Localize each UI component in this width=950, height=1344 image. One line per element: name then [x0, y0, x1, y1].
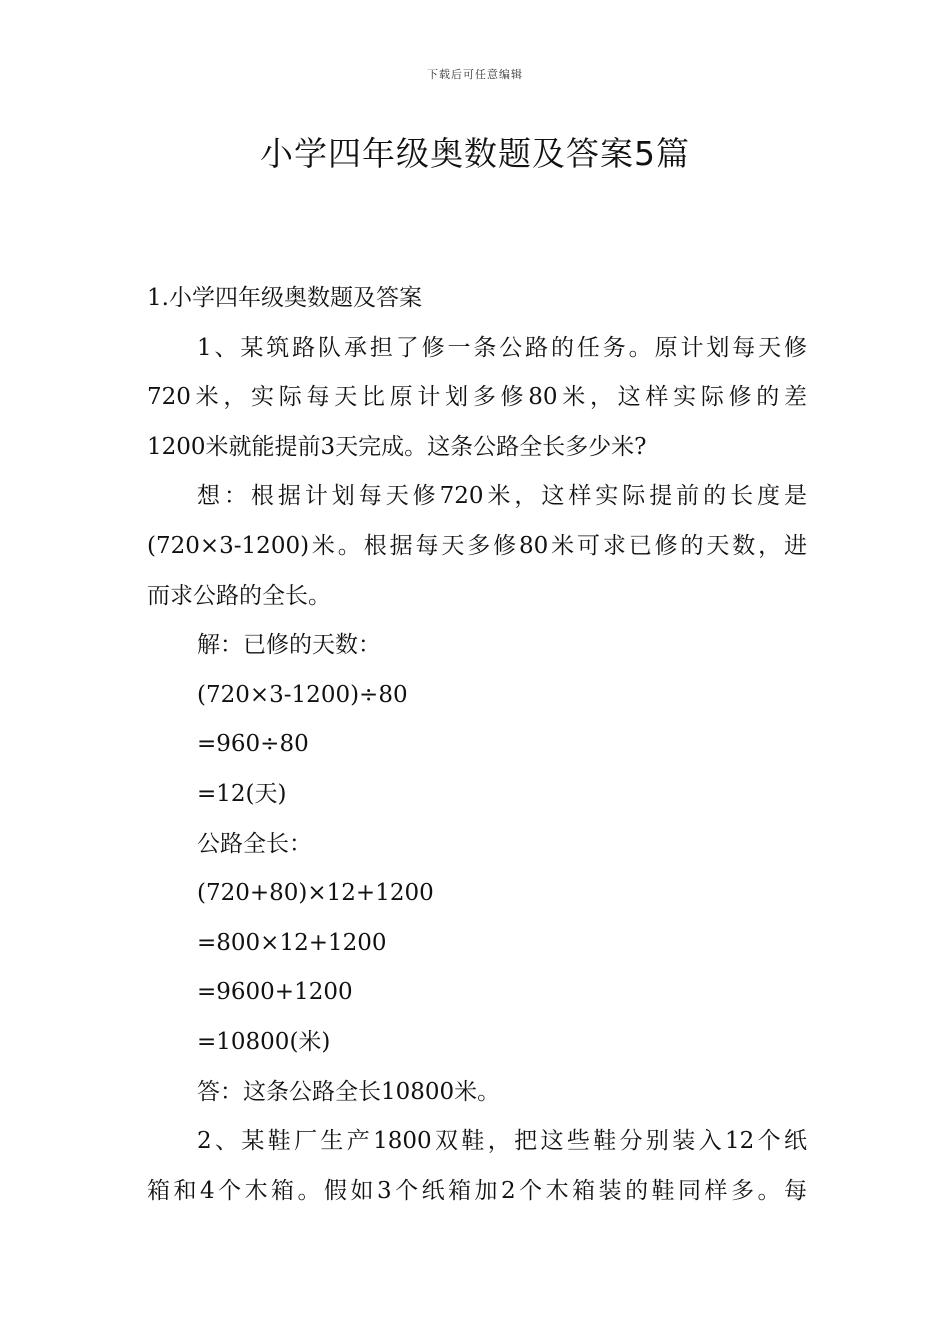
- text-line: 720米，实际每天比原计划多修80米，这样实际修的差: [147, 384, 807, 411]
- text-line: 1200米就能提前3天完成。这条公路全长多少米?: [147, 433, 647, 460]
- text-line: 箱和4个木箱。假如3个纸箱加2个木箱装的鞋同样多。每: [147, 1177, 807, 1204]
- text-line: (720×3-1200)米。根据每天多修80米可求已修的天数，进: [147, 532, 807, 559]
- document-body: [147, 274, 807, 1216]
- text-line: 想：根据计划每天修720米，这样实际提前的长度是: [197, 483, 807, 510]
- text-line: 1、某筑路队承担了修一条公路的任务。原计划每天修: [197, 334, 807, 361]
- text-line: 而求公路的全长。: [147, 582, 331, 609]
- page-header-note: 下载后可任意编辑: [427, 68, 523, 81]
- text-line: (720+80)×12+1200: [197, 880, 434, 907]
- text-line: (720×3-1200)÷80: [197, 681, 408, 708]
- body-lines: [147, 324, 807, 1217]
- text-line: =800×12+1200: [197, 929, 387, 956]
- text-line: =10800(米): [197, 1028, 331, 1055]
- text-line: 2、某鞋厂生产1800双鞋，把这些鞋分别装入12个纸: [197, 1128, 807, 1155]
- text-line: =9600+1200: [197, 979, 353, 1006]
- text-line: 公路全长：: [197, 830, 312, 857]
- text-line: =960÷80: [197, 731, 309, 758]
- text-line: 答：这条公路全长10800米。: [197, 1078, 501, 1105]
- text-line: =12(天): [197, 780, 287, 807]
- section-heading: 1.小学四年级奥数题及答案: [147, 285, 422, 311]
- text-line: 解：已修的天数：: [197, 632, 381, 659]
- document-title: 小学四年级奥数题及答案5篇: [260, 134, 690, 173]
